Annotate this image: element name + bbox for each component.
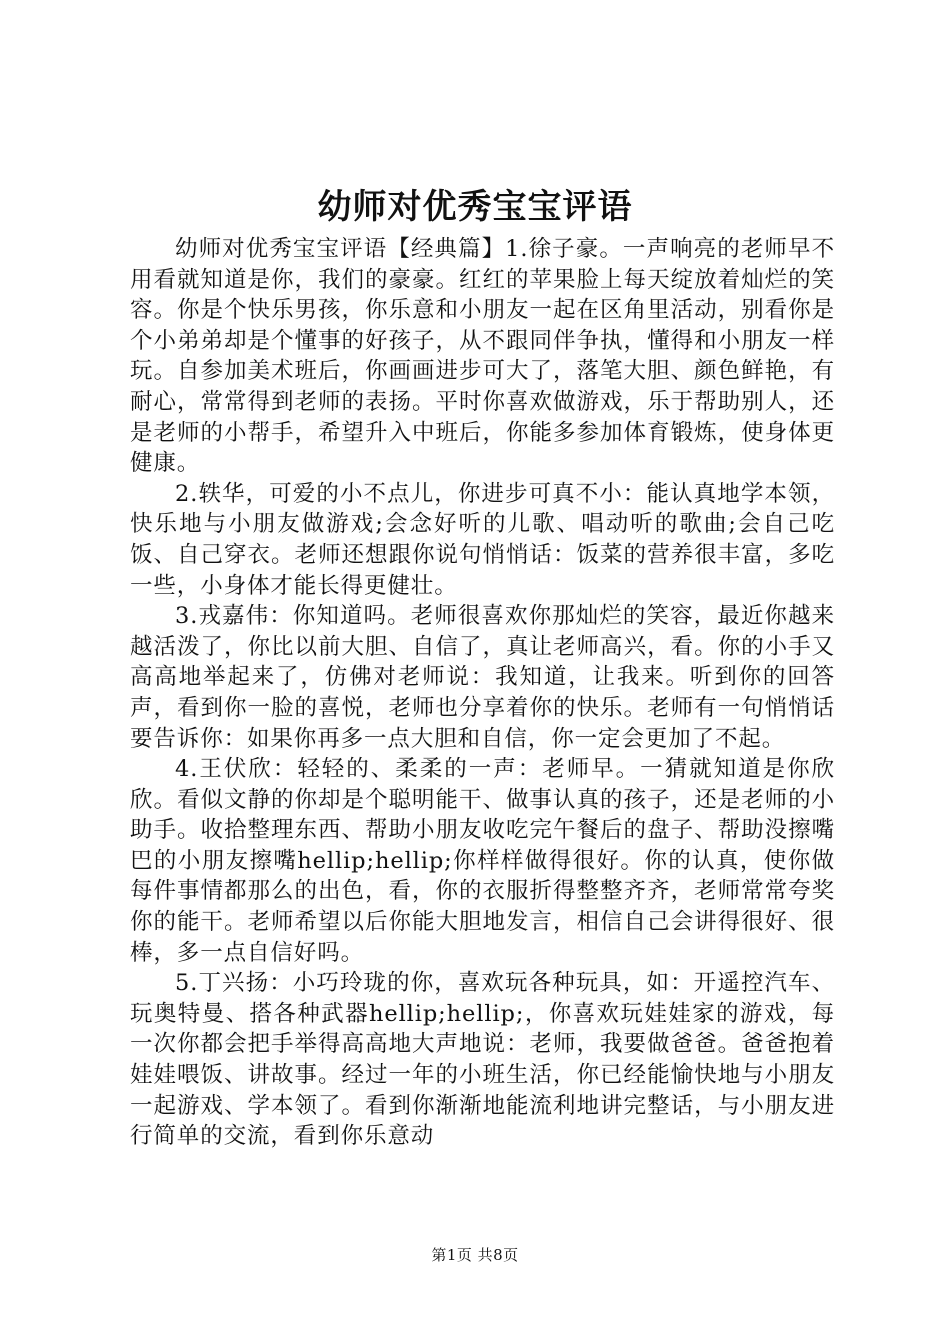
paragraph-4: 4.王伏欣：轻轻的、柔柔的一声：老师早。一猜就知道是你欣欣。看似文静的你却是个聪明能干、做事认真的孩子，还是老师的小助手。收拾整理东西、帮助小朋友收吃完午餐后的盘子、帮助没擦嘴巴的小朋友擦嘴hellip;hellip;你样样做得很好。你的认真，使你做每件事情都那么的出色，看，你的衣服折得整整齐齐，老师常常夸奖你的能干。老师希望以后你能大胆地发言，相信自己会讲得很好、很棒，多一点自信好吗。	[130, 756, 835, 966]
document-body	[130, 234, 835, 1152]
paragraph-3: 3.戎嘉伟：你知道吗。老师很喜欢你那灿烂的笑容，最近你越来越活泼了，你比以前大胆、自信了，真让老师高兴，看。你的小手又高高地举起来了，仿佛对老师说：我知道，让我来。听到你的回答声，看到你一脸的喜悦，老师也分享着你的快乐。老师有一句悄悄话要告诉你：如果你再多一点大胆和自信，你一定会更加了不起。	[130, 603, 835, 752]
paragraph-2: 2.轶华，可爱的小不点儿，你进步可真不小：能认真地学本领，快乐地与小朋友做游戏;会念好听的儿歌、唱动听的歌曲;会自己吃饭、自己穿衣。老师还想跟你说句悄悄话：饭菜的营养很丰富，多吃一些，小身体才能长得更健壮。	[130, 480, 835, 599]
page-footer: 第1页 共8页	[431, 1246, 519, 1264]
document-title: 幼师对优秀宝宝评语	[317, 187, 633, 227]
paragraph-1: 幼师对优秀宝宝评语【经典篇】1.徐子豪。一声响亮的老师早不用看就知道是你，我们的豪豪。红红的苹果脸上每天绽放着灿烂的笑容。你是个快乐男孩，你乐意和小朋友一起在区角里活动，别看你是个小弟弟却是个懂事的好孩子，从不跟同伴争执，懂得和小朋友一样玩。自参加美术班后，你画画进步可大了，落笔大胆、颜色鲜艳，有耐心，常常得到老师的表扬。平时你喜欢做游戏，乐于帮助别人，还是老师的小帮手，希望升入中班后，你能多参加体育锻炼，使身体更健康。	[130, 236, 835, 477]
paragraph-5: 5.丁兴扬：小巧玲珑的你，喜欢玩各种玩具，如：开遥控汽车、玩奥特曼、搭各种武器hellip;hellip;，你喜欢玩娃娃家的游戏，每一次你都会把手举得高高地大声地说：老师，我要做爸爸。爸爸抱着娃娃喂饭、讲故事。经过一年的小班生活，你已经能愉快地与小朋友一起游戏、学本领了。看到你渐渐地能流利地讲完整话，与小朋友进行简单的交流，看到你乐意动	[130, 970, 835, 1150]
